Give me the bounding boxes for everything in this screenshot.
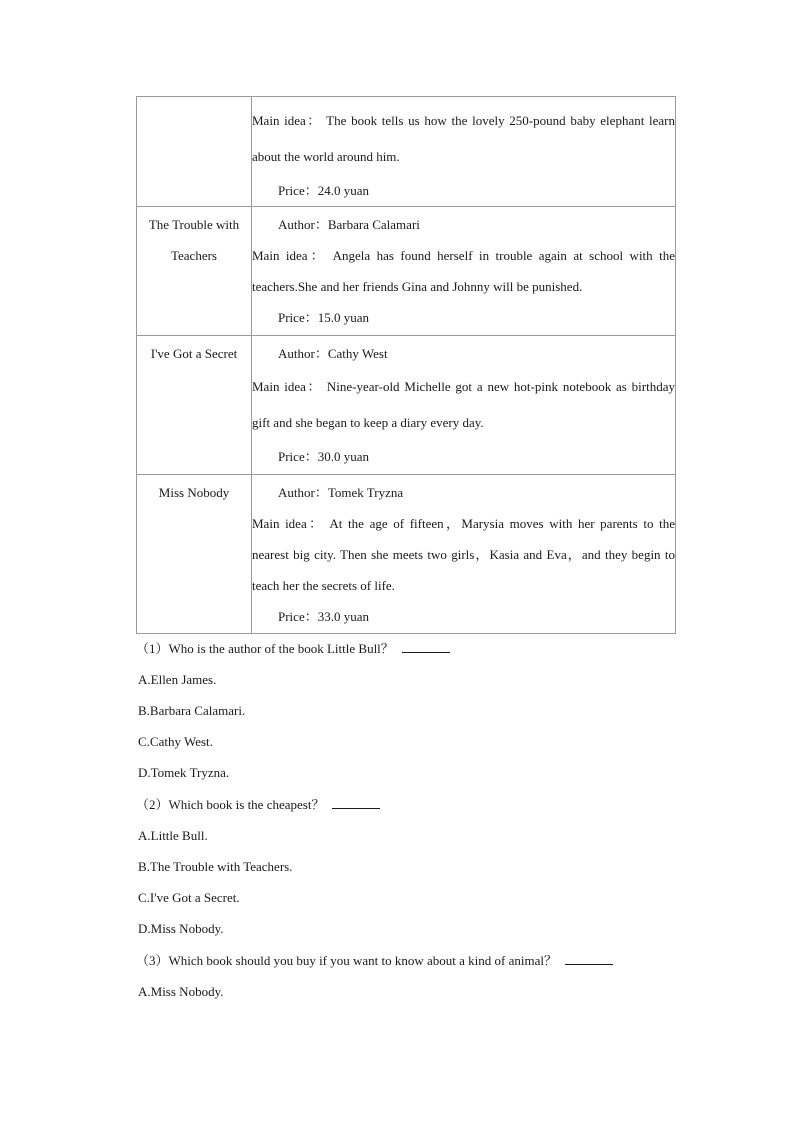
price: [252, 175, 675, 206]
option: A.Little Bull.: [138, 828, 208, 843]
main-idea: [252, 369, 675, 441]
option: C.I've Got a Secret.: [138, 890, 240, 905]
book-title-cell: [137, 207, 252, 336]
main-idea-label: Main idea：: [252, 516, 325, 531]
price-label: Price：: [278, 310, 318, 325]
main-idea: [252, 240, 675, 302]
book-title: Teachers: [170, 248, 217, 263]
author-label: Author：: [278, 485, 328, 500]
author-label: Author：: [278, 217, 328, 232]
book-info-cell: [252, 336, 676, 475]
option: A.Ellen James.: [138, 672, 217, 687]
table-row: [137, 336, 676, 475]
main-idea-label: Main idea：: [252, 248, 327, 263]
book-title-cell: [137, 97, 252, 207]
book-title: I've Got a Secret: [150, 346, 238, 361]
price: [252, 441, 675, 472]
main-idea-text: The book tells us how the lovely 250-pound baby elephant learn about the world around him.: [252, 113, 676, 164]
question-3: [136, 951, 613, 971]
author-value: Cathy West: [327, 346, 388, 361]
price-label: Price：: [278, 609, 318, 624]
main-idea: [252, 508, 675, 601]
question-text: （3）Which book should you buy if you want to know about a kind of animal？: [136, 953, 558, 968]
main-idea-text: At the age of fifteen，Marysia moves with her parents to the nearest big city. Then she meets two girls，Kasia and Eva，and they begin to teach her the secrets of life.: [252, 516, 675, 593]
book-info-cell: [252, 97, 676, 207]
answer-blank[interactable]: [332, 796, 380, 809]
question-2: [136, 795, 380, 815]
book-info-cell: [252, 207, 676, 336]
book-title-cell: [137, 336, 252, 475]
option: B.Barbara Calamari.: [138, 703, 246, 718]
price-value: 15.0 yuan: [317, 310, 369, 325]
author-value: Tomek Tryzna: [327, 485, 404, 500]
book-title-cell: [137, 475, 252, 634]
table-row: [137, 97, 676, 207]
price-value: 24.0 yuan: [317, 183, 369, 198]
option: D.Miss Nobody.: [138, 921, 224, 936]
book-title: The Trouble with: [148, 217, 240, 232]
option: B.The Trouble with Teachers.: [138, 859, 293, 874]
table-row: [137, 207, 676, 336]
price: [252, 601, 675, 632]
option: A.Miss Nobody.: [138, 984, 224, 999]
question-1: [136, 639, 450, 659]
main-idea-label: Main idea：: [252, 379, 323, 394]
question-text: （1）Who is the author of the book Little Bull？: [136, 641, 394, 656]
table-row: [137, 475, 676, 634]
book-table: [136, 96, 676, 634]
answer-blank[interactable]: [565, 952, 613, 965]
price: [252, 302, 675, 333]
author-label: Author：: [278, 346, 328, 361]
main-idea: [252, 103, 675, 175]
question-text: （2）Which book is the cheapest？: [136, 797, 325, 812]
main-idea-text: Angela has found herself in trouble again at school with the teachers.She and her friends Gina and Johnny will be punished.: [252, 248, 675, 294]
book-title: Miss Nobody: [158, 485, 230, 500]
book-info-cell: [252, 475, 676, 634]
author: [252, 336, 675, 369]
price-label: Price：: [278, 449, 318, 464]
price-label: Price：: [278, 183, 318, 198]
author: [252, 207, 675, 240]
option: C.Cathy West.: [138, 734, 213, 749]
option: D.Tomek Tryzna.: [138, 765, 230, 780]
price-value: 30.0 yuan: [317, 449, 369, 464]
answer-blank[interactable]: [402, 640, 450, 653]
author-value: Barbara Calamari: [327, 217, 420, 232]
main-idea-text: Nine-year-old Michelle got a new hot-pink notebook as birthday gift and she began to keep a diary every day.: [252, 379, 676, 430]
author: [252, 475, 675, 508]
main-idea-label: Main idea：: [252, 113, 322, 128]
price-value: 33.0 yuan: [317, 609, 369, 624]
